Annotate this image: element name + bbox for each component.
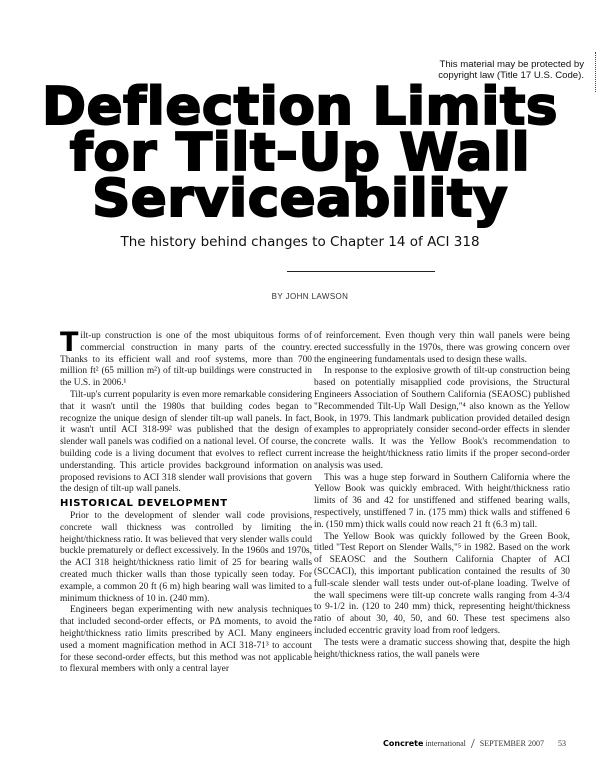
byline: BY JOHN LAWSON <box>271 292 349 301</box>
paragraph: The tests were a dramatic success showing that, despite the high height/thickness ratios, the wall panels were <box>314 637 570 660</box>
left-column <box>60 327 313 676</box>
paragraph: This was a huge step forward in Southern California where the Yellow Book was quickly embraced. With height/thickness ratio limits of 36 and 42 for unstiffened and stiffened bearing walls, respectively, unstiffened 7 in. (175 mm) thick walls and stiffened 6 in. (150 mm) thick walls could now reach 21 ft (6.3 m) tall. <box>314 472 570 530</box>
dropcap: T <box>60 327 79 358</box>
title-line-2: for Tilt-Up Wall <box>69 123 531 183</box>
copyright-line-1: This material may be protected by <box>439 59 584 70</box>
paragraph: of reinforcement. Even though very thin wall panels were being erected successfully in the 1970s, there was growing concern over the engineering fundamentals used to design these walls. <box>314 331 570 365</box>
title-divider <box>287 271 435 272</box>
intro-paragraph <box>60 327 312 390</box>
section-heading: HISTORICAL DEVELOPMENT <box>60 498 228 510</box>
paragraph: The Yellow Book was quickly followed by the Green Book, titled "Test Report on Slender Walls,"⁵ in 1982. Based on the work of SEAOSC and the Southern California Chapter of ACI (SCCACI), this important publication contained the results of 30 full-scale slender wall tests under out-of-plane loading. Twelve of the wall specimens were tilt-up concrete walls ranging from 4-3/4 to 9-1/2 in. (120 to 240 mm) thick, representing height/thickness ratio of about 30, 40, 50, and 60. These test specimens also included eccentric gravity load from roof ledgers. <box>314 531 570 636</box>
article-subtitle: The history behind changes to Chapter 14 of ACI 318 <box>120 234 480 250</box>
magazine-subtitle: international <box>425 739 466 748</box>
intro-text: ilt-up construction is one of the most ubiquitous forms of commercial construction in many parts of the country. Thanks to its efficient wall and roof systems, more than 700 million ft² (65 million m²) of tilt-up buildings were constructed in the U.S. in 2006.¹ <box>60 331 312 389</box>
paragraph: Tilt-up's current popularity is even more remarkable considering that it wasn't until the 1980s that building codes began to recognize the unique design of slender tilt-up wall panels. In fact, it wasn't until ACI 318-99² was published that the design of slender wall panels was codified on a national level. Of course, the building code is a living document that evolves to reflect current understanding. This article provides background information on proposed revisions to ACI 318 slender wall provisions that govern the design of tilt-up wall panels. <box>60 389 312 495</box>
page-number: 53 <box>558 739 566 748</box>
paragraph: Engineers began experimenting with new analysis techniques that included second-order effects, or PΔ moments, to avoid the height/thickness ratio limits prescribed by ACI. Many engineers used a moment magnification method in ACI 318-71³ to account for these second-order effects, but this method was not applicable to flexural members with only a central layer <box>60 605 312 675</box>
paragraph: In response to the explosive growth of tilt-up construction being based on potentially misapplied code provisions, the Structural Engineers Association of Southern California (SEAOSC) published "Recommended Tilt-Up Wall Design,"⁴ also known as the Yellow Book, in 1979. This landmark publication provided detailed design examples to appropriately consider second-order effects in slender concrete walls. It was the Yellow Book's recommendation to increase the height/thickness ratio limits if the proper second-order analysis was used. <box>314 366 570 471</box>
right-column <box>314 331 570 661</box>
copyright-line-2: copyright law (Title 17 U.S. Code). <box>438 70 584 81</box>
paragraph: Prior to the development of slender wall code provisions, concrete wall thickness was controlled by limiting the height/thickness ratio. It was believed that very slender walls could buckle prematurely or deflect excessively. In the 1960s and 1970s, the ACI 318 height/thickness ratio limit of 25 for bearing walls created much thicker walls than those typically seen today. For example, a common 20 ft (6 m) high bearing wall was limited to a minimum thickness of 10 in. (240 mm). <box>60 510 313 604</box>
issue-date: SEPTEMBER 2007 <box>479 739 544 748</box>
magazine-name: Concrete <box>383 739 424 748</box>
title-line-1: Deflection Limits <box>42 77 558 137</box>
footer-separator: / <box>470 737 475 752</box>
title-line-3: Serviceability <box>92 169 508 229</box>
page-footer <box>383 737 566 753</box>
article-title <box>0 77 600 229</box>
